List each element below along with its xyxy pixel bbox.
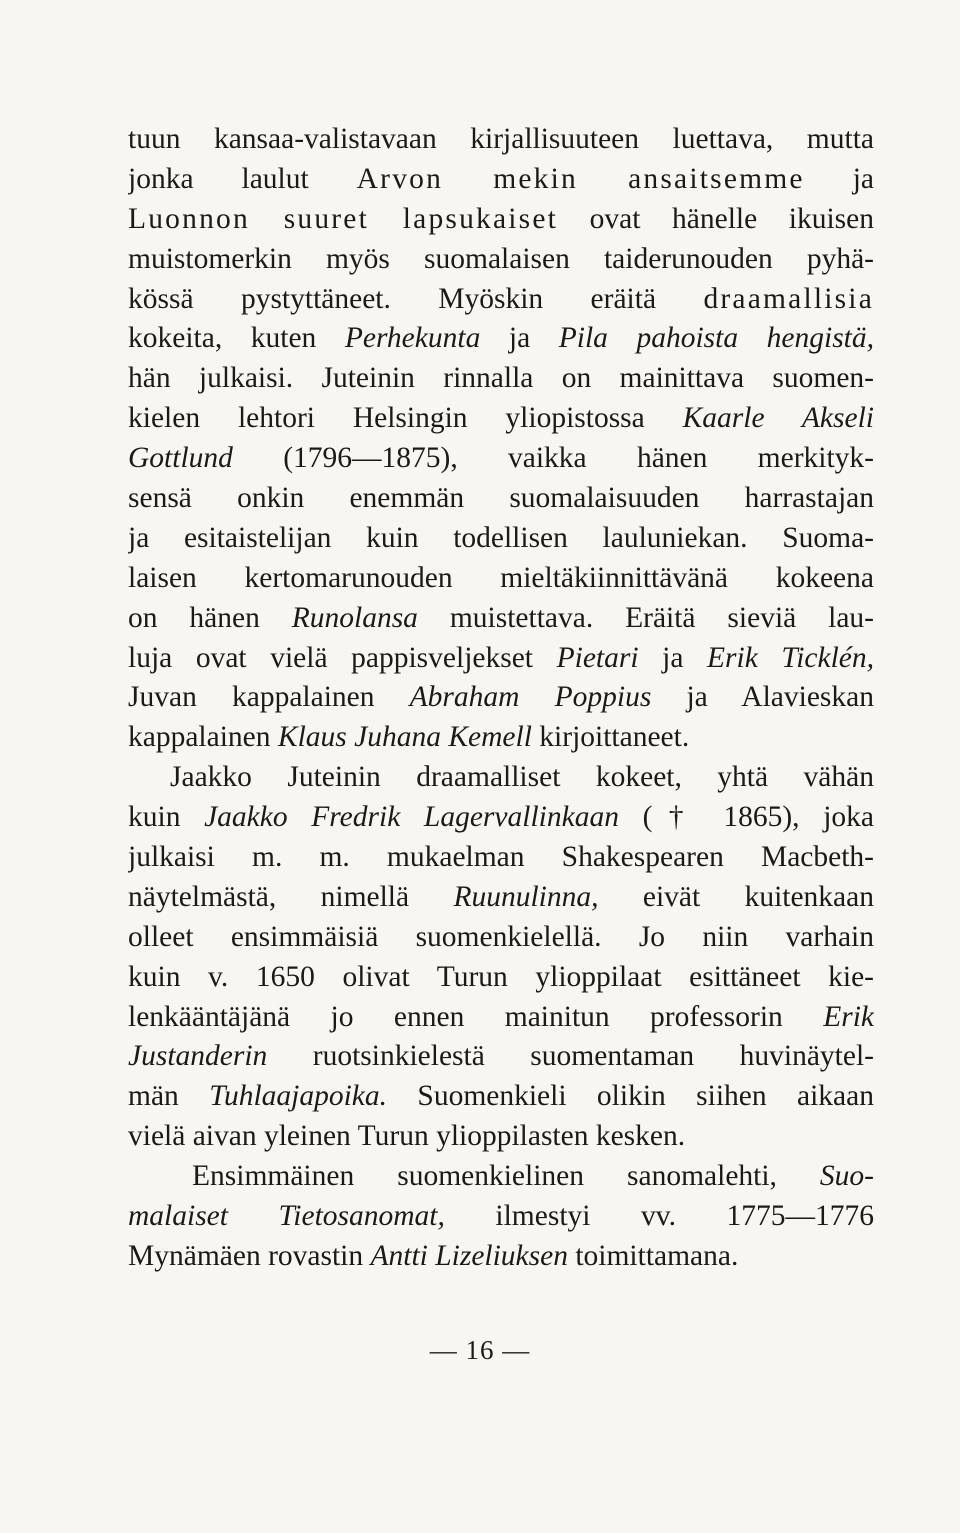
text-line: tuun kansaa-valistavaan kirjallisuuteen luettava, mutta bbox=[128, 123, 874, 155]
text-line: hän julkaisi. Juteinin rinnalla on mainittava suomen- bbox=[128, 362, 874, 395]
text-line: ja esitaistelijan kuin todellisen lauluniekan. Suoma- bbox=[128, 521, 874, 554]
text-line: män Tuhlaajapoika. Suomenkieli olikin siihen aikaan bbox=[128, 1080, 874, 1113]
text-line: jonka laulut Arvon mekin ansaitsemme ja bbox=[128, 162, 874, 195]
page-number: — 16 — bbox=[429, 1335, 531, 1365]
text-line: on hänen Runolansa muistettava. Eräitä sieviä lau- bbox=[128, 601, 874, 634]
text-line: kokeita, kuten Perhekunta ja Pila pahoista hengistä, bbox=[128, 322, 874, 355]
text-line: Juvan kappalainen Abraham Poppius ja Alavieskan bbox=[128, 681, 874, 714]
text-line: Gottlund (1796—1875), vaikka hänen merkityk- bbox=[128, 442, 874, 475]
text-line: kuin Jaakko Fredrik Lagervallinkaan († 1865), joka bbox=[128, 801, 874, 834]
text-line: luja ovat vielä pappisveljekset Pietari ja Erik Ticklén, bbox=[128, 641, 874, 674]
text-line: Jaakko Juteinin draamalliset kokeet, yhtä vähän bbox=[170, 761, 874, 794]
text-line: sensä onkin enemmän suomalaisuuden harrastajan bbox=[128, 482, 874, 515]
text-line: Ensimmäinen suomenkielinen sanomalehti, Suo- bbox=[192, 1160, 874, 1193]
text-line: laisen kertomarunouden mieltäkiinnittävänä kokeena bbox=[128, 561, 874, 594]
text-line: Mynämäen rovastin Antti Lizeliuksen toimittamana. bbox=[128, 1239, 739, 1272]
text-line: olleet ensimmäisiä suomenkielellä. Jo niin varhain bbox=[128, 920, 874, 953]
body-text bbox=[128, 120, 874, 1277]
text-line: muistomerkin myös suomalaisen taiderunouden pyhä- bbox=[128, 242, 874, 275]
text-line: kuin v. 1650 olivat Turun ylioppilaat esittäneet kie- bbox=[128, 960, 874, 993]
text-line: Justanderin ruotsinkielestä suomentaman huvinäytel- bbox=[128, 1040, 874, 1073]
text-line: Luonnon suuret lapsukaiset ovat hänelle ikuisen bbox=[128, 202, 874, 235]
text-line: kössä pystyttäneet. Myöskin eräitä draamallisia bbox=[128, 282, 874, 315]
text-line: vielä aivan yleinen Turun ylioppilasten kesken. bbox=[128, 1120, 686, 1153]
text-line: lenkääntäjänä jo ennen mainitun professorin Erik bbox=[128, 1000, 874, 1033]
text-line: julkaisi m. m. mukaelman Shakespearen Macbeth- bbox=[128, 841, 874, 874]
text-line: kappalainen Klaus Juhana Kemell kirjoittaneet. bbox=[128, 721, 690, 754]
text-line: näytelmästä, nimellä Ruunulinna, eivät kuitenkaan bbox=[128, 880, 874, 913]
text-line: kielen lehtori Helsingin yliopistossa Kaarle Akseli bbox=[128, 402, 874, 435]
text-line: malaiset Tietosanomat, ilmestyi vv. 1775—1776 bbox=[128, 1200, 874, 1233]
